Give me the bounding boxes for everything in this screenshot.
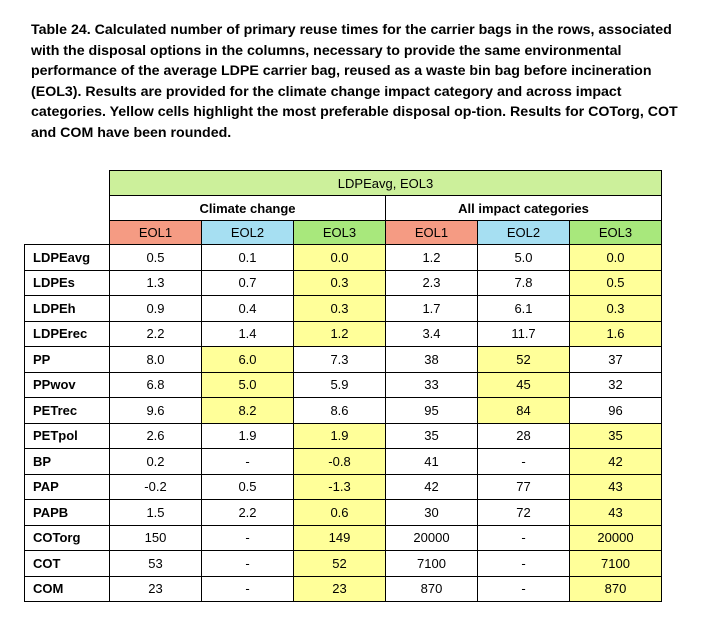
value-cell: 1.7 bbox=[386, 296, 478, 322]
value-cell: 150 bbox=[110, 525, 202, 551]
value-cell: 28 bbox=[478, 423, 570, 449]
table-row bbox=[25, 525, 662, 551]
value-cell: 72 bbox=[478, 500, 570, 526]
corner-cell bbox=[25, 171, 110, 196]
value-cell: - bbox=[202, 576, 294, 602]
col-header-eol2: EOL2 bbox=[478, 221, 570, 245]
value-cell: - bbox=[202, 551, 294, 577]
value-cell: 5.0 bbox=[478, 245, 570, 271]
value-cell: 23 bbox=[294, 576, 386, 602]
value-cell: 0.4 bbox=[202, 296, 294, 322]
col-header-eol3: EOL3 bbox=[570, 221, 662, 245]
value-cell: 2.2 bbox=[202, 500, 294, 526]
value-cell: 2.3 bbox=[386, 270, 478, 296]
value-cell: 41 bbox=[386, 449, 478, 475]
value-cell: - bbox=[478, 551, 570, 577]
value-cell: -1.3 bbox=[294, 474, 386, 500]
group-header: LDPEavg, EOL3 bbox=[110, 171, 662, 196]
value-cell: 0.3 bbox=[294, 296, 386, 322]
value-cell: 1.4 bbox=[202, 321, 294, 347]
value-cell: -0.8 bbox=[294, 449, 386, 475]
value-cell: 35 bbox=[386, 423, 478, 449]
col-header-eol2: EOL2 bbox=[202, 221, 294, 245]
all-impact-header: All impact categories bbox=[386, 196, 662, 221]
value-cell: 1.3 bbox=[110, 270, 202, 296]
table-row bbox=[25, 372, 662, 398]
table-row bbox=[25, 245, 662, 271]
value-cell: 0.6 bbox=[294, 500, 386, 526]
value-cell: 149 bbox=[294, 525, 386, 551]
value-cell: 0.0 bbox=[570, 245, 662, 271]
value-cell: 0.2 bbox=[110, 449, 202, 475]
climate-change-header: Climate change bbox=[110, 196, 386, 221]
row-label: LDPEavg bbox=[25, 245, 110, 271]
value-cell: - bbox=[478, 576, 570, 602]
value-cell: 0.3 bbox=[570, 296, 662, 322]
row-label: LDPErec bbox=[25, 321, 110, 347]
table-caption: Table 24. Calculated number of primary reuse times for the carrier bags in the rows, associated with the disposal options in the columns, necessary to provide the same environmental performance of the average LDPE carrier bag, reused as a waste bin bag before incineration (EOL3). Results are provided for the climate change impact category and across impact categories. Yellow cells highlight the most preferable disposal op-tion. Results for COTorg, COT and COM have been rounded. bbox=[31, 22, 678, 141]
value-cell: 7100 bbox=[570, 551, 662, 577]
value-cell: 1.9 bbox=[202, 423, 294, 449]
table-row bbox=[25, 449, 662, 475]
value-cell: 30 bbox=[386, 500, 478, 526]
row-label: PETrec bbox=[25, 398, 110, 424]
value-cell: 52 bbox=[294, 551, 386, 577]
col-header-eol3: EOL3 bbox=[294, 221, 386, 245]
table-row bbox=[25, 500, 662, 526]
row-label: PETpol bbox=[25, 423, 110, 449]
value-cell: -0.2 bbox=[110, 474, 202, 500]
value-cell: 6.8 bbox=[110, 372, 202, 398]
value-cell: 2.2 bbox=[110, 321, 202, 347]
value-cell: - bbox=[202, 449, 294, 475]
value-cell: 0.1 bbox=[202, 245, 294, 271]
value-cell: 35 bbox=[570, 423, 662, 449]
value-cell: 0.5 bbox=[202, 474, 294, 500]
value-cell: 1.6 bbox=[570, 321, 662, 347]
value-cell: 84 bbox=[478, 398, 570, 424]
value-cell: 43 bbox=[570, 500, 662, 526]
value-cell: 0.3 bbox=[294, 270, 386, 296]
row-label: COM bbox=[25, 576, 110, 602]
row-label: COT bbox=[25, 551, 110, 577]
value-cell: - bbox=[478, 525, 570, 551]
value-cell: 1.2 bbox=[294, 321, 386, 347]
value-cell: 1.9 bbox=[294, 423, 386, 449]
value-cell: - bbox=[478, 449, 570, 475]
row-label: BP bbox=[25, 449, 110, 475]
value-cell: 7.3 bbox=[294, 347, 386, 373]
value-cell: 8.0 bbox=[110, 347, 202, 373]
value-cell: 11.7 bbox=[478, 321, 570, 347]
value-cell: 95 bbox=[386, 398, 478, 424]
value-cell: 0.9 bbox=[110, 296, 202, 322]
row-label: PAPB bbox=[25, 500, 110, 526]
value-cell: 42 bbox=[386, 474, 478, 500]
row-label: COTorg bbox=[25, 525, 110, 551]
value-cell: 0.5 bbox=[110, 245, 202, 271]
corner-cell bbox=[25, 221, 110, 245]
row-label: LDPEs bbox=[25, 270, 110, 296]
value-cell: 0.0 bbox=[294, 245, 386, 271]
value-cell: 23 bbox=[110, 576, 202, 602]
value-cell: 1.2 bbox=[386, 245, 478, 271]
table-row bbox=[25, 423, 662, 449]
table-row bbox=[25, 576, 662, 602]
table-row bbox=[25, 347, 662, 373]
col-header-eol1: EOL1 bbox=[110, 221, 202, 245]
value-cell: 6.0 bbox=[202, 347, 294, 373]
value-cell: 0.5 bbox=[570, 270, 662, 296]
value-cell: 52 bbox=[478, 347, 570, 373]
value-cell: 5.9 bbox=[294, 372, 386, 398]
value-cell: 43 bbox=[570, 474, 662, 500]
value-cell: 42 bbox=[570, 449, 662, 475]
table-row bbox=[25, 321, 662, 347]
value-cell: 5.0 bbox=[202, 372, 294, 398]
value-cell: 37 bbox=[570, 347, 662, 373]
value-cell: 870 bbox=[570, 576, 662, 602]
value-cell: 0.7 bbox=[202, 270, 294, 296]
col-header-eol1: EOL1 bbox=[386, 221, 478, 245]
value-cell: 77 bbox=[478, 474, 570, 500]
value-cell: 53 bbox=[110, 551, 202, 577]
value-cell: 9.6 bbox=[110, 398, 202, 424]
value-cell: 7100 bbox=[386, 551, 478, 577]
value-cell: 45 bbox=[478, 372, 570, 398]
row-label: PPwov bbox=[25, 372, 110, 398]
value-cell: 20000 bbox=[386, 525, 478, 551]
value-cell: 20000 bbox=[570, 525, 662, 551]
value-cell: 33 bbox=[386, 372, 478, 398]
table-row bbox=[25, 398, 662, 424]
value-cell: 32 bbox=[570, 372, 662, 398]
value-cell: 1.5 bbox=[110, 500, 202, 526]
value-cell: 2.6 bbox=[110, 423, 202, 449]
table-row bbox=[25, 474, 662, 500]
row-label: PP bbox=[25, 347, 110, 373]
value-cell: 96 bbox=[570, 398, 662, 424]
table-row bbox=[25, 270, 662, 296]
row-label: PAP bbox=[25, 474, 110, 500]
value-cell: 870 bbox=[386, 576, 478, 602]
table-row bbox=[25, 551, 662, 577]
value-cell: 6.1 bbox=[478, 296, 570, 322]
value-cell: 8.6 bbox=[294, 398, 386, 424]
corner-cell bbox=[25, 196, 110, 221]
table-row bbox=[25, 296, 662, 322]
value-cell: - bbox=[202, 525, 294, 551]
row-label: LDPEh bbox=[25, 296, 110, 322]
value-cell: 3.4 bbox=[386, 321, 478, 347]
value-cell: 38 bbox=[386, 347, 478, 373]
value-cell: 7.8 bbox=[478, 270, 570, 296]
reuse-times-table bbox=[24, 170, 662, 602]
value-cell: 8.2 bbox=[202, 398, 294, 424]
